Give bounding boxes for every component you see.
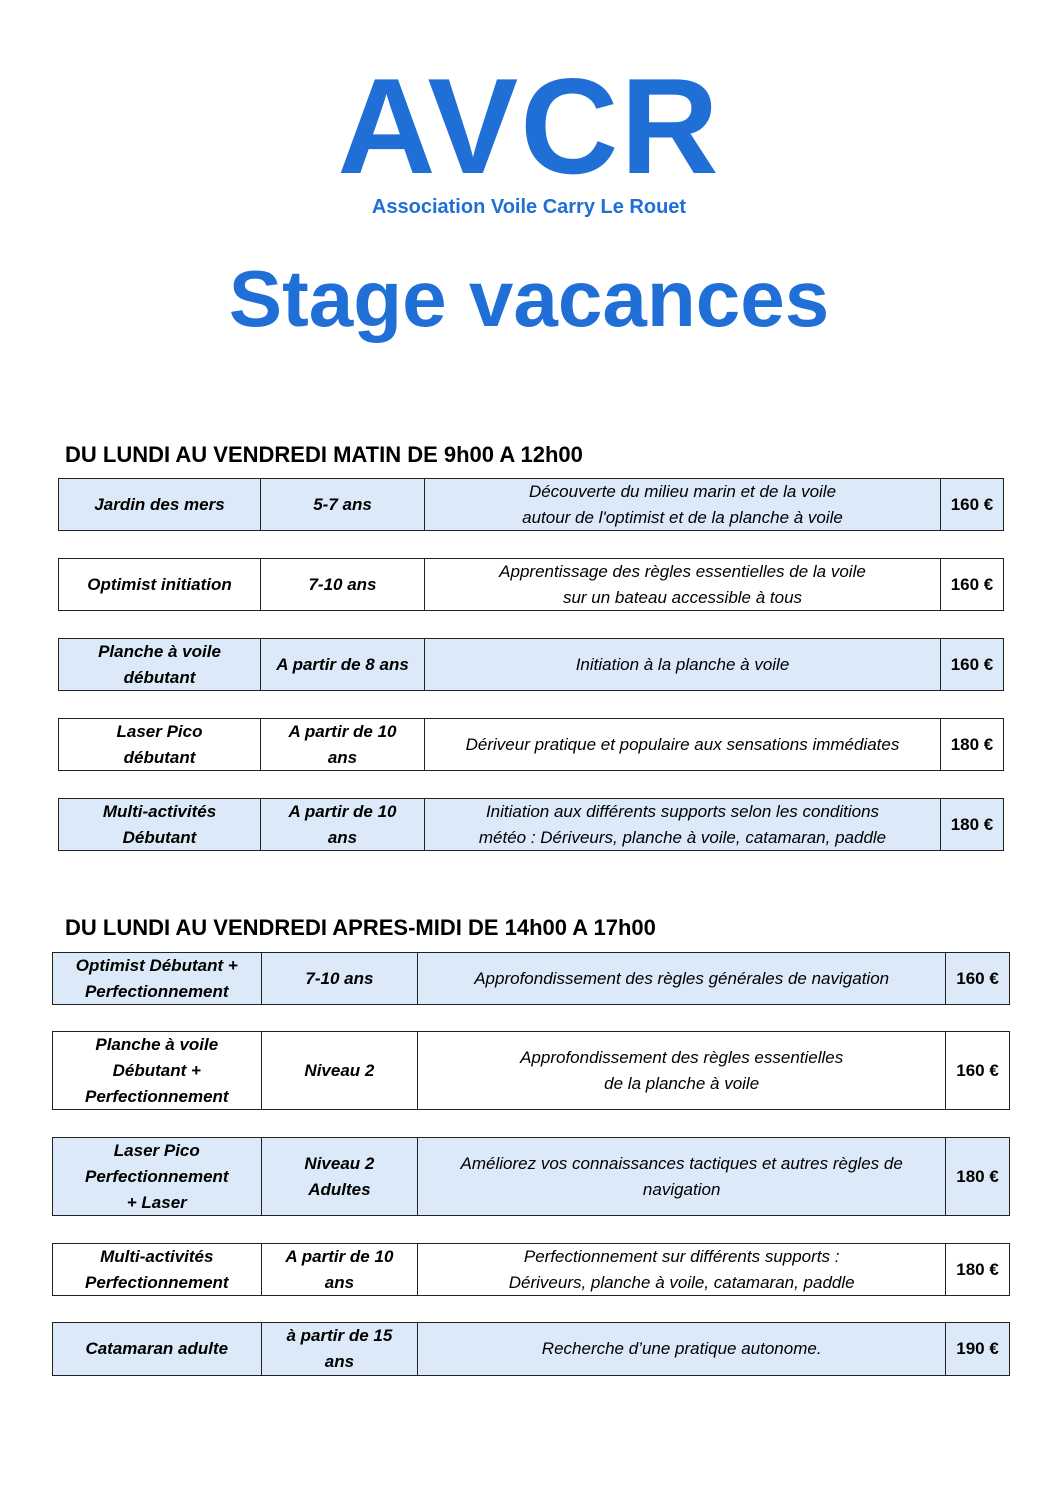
course-name: Multi-activités Débutant — [59, 799, 261, 850]
course-description: Améliorez vos connaissances tactiques et autres règles de navigation — [418, 1138, 946, 1215]
course-description: Approfondissement des règles générales de navigation — [418, 953, 946, 1004]
course-age: A partir de 10 ans — [262, 1244, 419, 1295]
table-row — [52, 1322, 1010, 1376]
course-age: 5-7 ans — [261, 479, 425, 530]
course-price: 180 € — [950, 814, 994, 834]
section-title-morning: DU LUNDI AU VENDREDI MATIN DE 9h00 A 12h00 — [65, 442, 583, 467]
course-age: 7-10 ans — [262, 953, 419, 1004]
table-row — [52, 1137, 1010, 1216]
course-age: A partir de 10 ans — [261, 719, 425, 770]
association-name: Association Voile Carry Le Rouet — [371, 196, 687, 218]
table-row — [58, 638, 1004, 691]
course-description: Approfondissement des règles essentielles de la planche à voile — [418, 1032, 946, 1109]
course-price: 160 € — [956, 968, 999, 988]
course-name: Jardin des mers — [59, 479, 261, 530]
table-row — [52, 952, 1010, 1005]
table-row — [58, 478, 1004, 531]
course-price: 160 € — [950, 494, 994, 514]
course-age: A partir de 8 ans — [261, 639, 425, 690]
course-name: Optimist initiation — [59, 559, 261, 610]
course-description: Perfectionnement sur différents supports : Dériveurs, planche à voile, catamaran, paddle — [418, 1244, 946, 1295]
page-title: Stage vacances — [228, 254, 830, 343]
course-price: 180 € — [956, 1259, 999, 1279]
course-name: Planche à voile débutant — [59, 639, 261, 690]
course-price: 180 € — [950, 734, 994, 754]
course-age: Niveau 2 — [262, 1032, 419, 1109]
course-description: Recherche d’une pratique autonome. — [418, 1323, 946, 1375]
table-row — [52, 1243, 1010, 1296]
section-title-afternoon: DU LUNDI AU VENDREDI APRES-MIDI DE 14h00 A 17h00 — [65, 915, 656, 940]
logo: AVCR — [337, 50, 721, 202]
course-name: Multi-activités Perfectionnement — [53, 1244, 262, 1295]
course-description: Découverte du milieu marin et de la voile autour de l'optimist et de la planche à voile — [425, 479, 941, 530]
course-name: Planche à voile Débutant + Perfectionnement — [53, 1032, 262, 1109]
course-description: Apprentissage des règles essentielles de la voile sur un bateau accessible à tous — [425, 559, 941, 610]
course-price: 190 € — [956, 1339, 999, 1358]
course-price: 160 € — [956, 1060, 999, 1080]
course-description: Initiation à la planche à voile — [425, 639, 941, 690]
course-description: Initiation aux différents supports selon les conditions météo : Dériveurs, planche à voile, catamaran, paddle — [425, 799, 941, 850]
course-price: 180 € — [956, 1166, 999, 1186]
course-age: 7-10 ans — [261, 559, 425, 610]
course-age: A partir de 10 ans — [261, 799, 425, 850]
course-name: Laser Pico Perfectionnement + Laser — [53, 1138, 262, 1215]
course-name: Catamaran adulte — [53, 1323, 262, 1375]
course-name: Laser Pico débutant — [59, 719, 261, 770]
table-row — [58, 558, 1004, 611]
table-row — [58, 718, 1004, 771]
course-name: Optimist Débutant + Perfectionnement — [53, 953, 262, 1004]
course-age: à partir de 15 ans — [262, 1323, 419, 1375]
course-description: Dériveur pratique et populaire aux sensations immédiates — [425, 719, 941, 770]
table-row — [58, 798, 1004, 851]
course-price: 160 € — [950, 654, 994, 674]
course-price: 160 € — [950, 574, 994, 594]
table-row — [52, 1031, 1010, 1110]
course-age: Niveau 2 Adultes — [262, 1138, 419, 1215]
